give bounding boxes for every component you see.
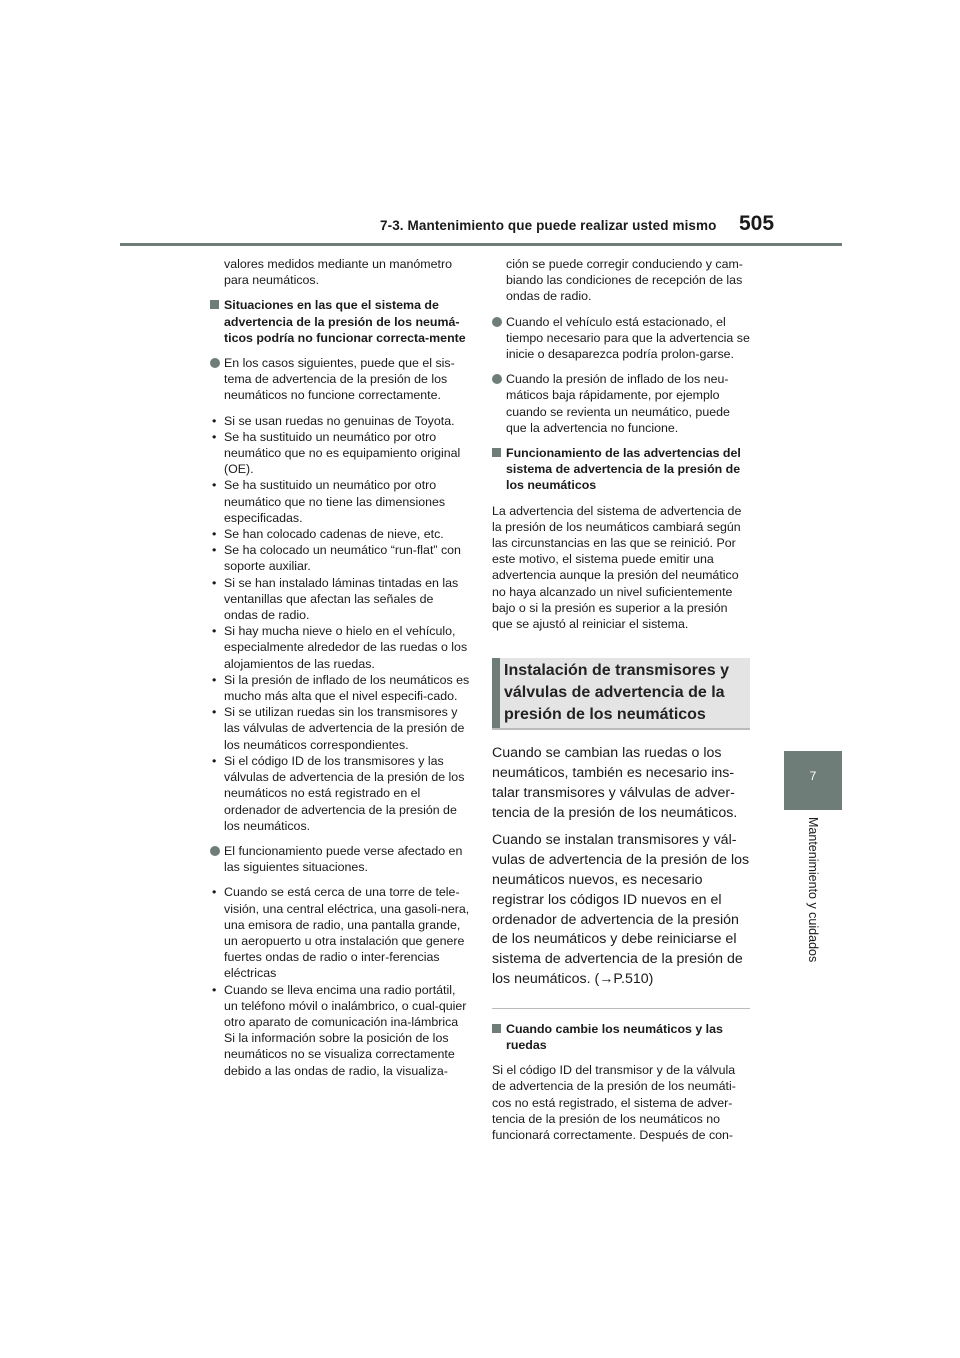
subheading-change-tires: Cuando cambie los neumáticos y las ruedas <box>492 1021 750 1053</box>
section-title: Instalación de transmisores y válvulas de advertencia de la presión de los neumáticos <box>504 662 729 724</box>
sub-list-situations <box>210 884 470 1078</box>
left-column <box>210 256 470 1088</box>
list-item: • Si la presión de inflado de los neumáticos es mucho más alta que el nivel especifi-cado. <box>212 672 470 704</box>
chapter-number: 7 <box>809 769 817 783</box>
circle-bullet-icon <box>210 358 220 368</box>
change-tires-paragraph: Si el código ID del transmisor y de la válvula de advertencia de la presión de los neumáti-cos no está registrado, el sistema de adver-tencia de la presión de los neumáticos no funcionará correctamente. Después de con- <box>492 1063 736 1143</box>
section-accent-bar <box>492 658 500 728</box>
warnings-paragraph: La advertencia del sistema de advertencia de la presión de los neumáticos cambiará según las circunstancias en las que se reinició. Por este motivo, el sistema puede emitir una advertencia aunque la presión del neumático no haya alcanzado un nivel suficientemente bajo o si la presión es superior a la presión que se ajustó al reiniciar el sistema. <box>492 503 742 632</box>
list-item: • Si se utilizan ruedas sin los transmisores y las válvulas de advertencia de la presión de los neumáticos correspondientes. <box>212 705 465 752</box>
square-bullet-icon <box>492 448 501 457</box>
list-item: • Se ha colocado un neumático “run-flat” con soporte auxiliar. <box>212 543 461 574</box>
bullet-parked: Cuando el vehículo está estacionado, el tiempo necesario para que la advertencia se inicie o desaparezca podría prolon-garse. <box>492 314 750 363</box>
list-item: • Se han colocado cadenas de nieve, etc. <box>212 527 444 542</box>
square-bullet-icon <box>492 1024 501 1033</box>
circle-bullet-icon <box>492 317 502 327</box>
list-item: • Se ha sustituido un neumático por otro neumático que no tiene las dimensiones especificadas. <box>212 478 446 525</box>
list-item: • Si el código ID de los transmisores y las válvulas de advertencia de la presión de los neumáticos no está registrado en el ordenador de advertencia de la presión de los neumáticos. <box>212 753 465 833</box>
section-heading-box <box>492 658 750 730</box>
subheading-warnings: Funcionamiento de las advertencias del sistema de advertencia de la presión de los neumáticos <box>492 445 750 494</box>
right-column <box>492 256 750 1152</box>
list-item: • Cuando se está cerca de una torre de tele-visión, una central eléctrica, una gasoli-nera, una emisora de radio, una pantalla grande, un aeropuerto u otra instalación que genere fuertes ondas de radio o inter-ferencias eléctricas <box>212 885 470 981</box>
page-number: 505 <box>739 212 775 235</box>
chapter-label-container <box>784 815 842 995</box>
list-item: • Si se usan ruedas no genuinas de Toyota. <box>212 413 455 428</box>
header-rule <box>120 243 842 246</box>
subheading-situations: Situaciones en las que el sistema de advertencia de la presión de los neumá-ticos podría no funcionar correcta-mente <box>210 297 470 346</box>
sub-list-cases <box>210 413 470 834</box>
install-paragraph-2: Cuando se instalan transmisores y vál-vulas de advertencia de la presión de los neumáticos nuevos, es necesario registrar los códigos ID nuevos en el ordenador de advertencia de la presión de los neumáticos y debe reiniciarse el sistema de advertencia de la presión de los neumáticos. (→P.510) <box>492 832 750 988</box>
chapter-tab[interactable] <box>784 751 842 810</box>
bullet-affected: El funcionamiento puede verse afectado en las siguientes situaciones. <box>210 843 470 875</box>
bullet-cases: En los casos siguientes, puede que el sis-tema de advertencia de la presión de los neumáticos no funcione correctamente. <box>210 355 470 404</box>
chapter-label: Mantenimiento y cuidados <box>806 817 820 963</box>
list-item: • Se ha sustituido un neumático por otro neumático que no es equipamiento original (OE). <box>212 429 461 477</box>
install-paragraph-1: Cuando se cambian las ruedas o los neumáticos, también es necesario ins-talar transmisores y válvulas de adver-tencia de la presión de los neumáticos. <box>492 745 738 821</box>
circle-bullet-icon <box>210 846 220 856</box>
bullet-pressure-drop: Cuando la presión de inflado de los neu-máticos baja rápidamente, por ejemplo cuando se revienta un neumático, puede que la advertencia no funcione. <box>492 371 750 436</box>
intro-text: valores medidos mediante un manómetro para neumáticos. <box>224 257 452 288</box>
square-bullet-icon <box>210 300 219 309</box>
continued-text: ción se puede corregir conduciendo y cam-biando las condiciones de recepción de las ondas de radio. <box>506 257 743 304</box>
list-item: • Si hay mucha nieve o hielo en el vehículo, especialmente alrededor de las ruedas o los alojamientos de las ruedas. <box>212 624 468 671</box>
divider <box>492 1008 750 1009</box>
list-item: • Cuando se lleva encima una radio portátil, un teléfono móvil o inalámbrico, o cual-quier otro aparato de comunicación ina-lámbrica Si la información sobre la posición de los neumáticos no se visualiza correctamente debido a las ondas de radio, la visualiza- <box>212 982 467 1078</box>
header-title: 7-3. Mantenimiento que puede realizar usted mismo <box>380 218 717 233</box>
list-item: • Si se han instalado láminas tintadas en las ventanillas que afectan las señales de ondas de radio. <box>212 575 459 623</box>
circle-bullet-icon <box>492 374 502 384</box>
